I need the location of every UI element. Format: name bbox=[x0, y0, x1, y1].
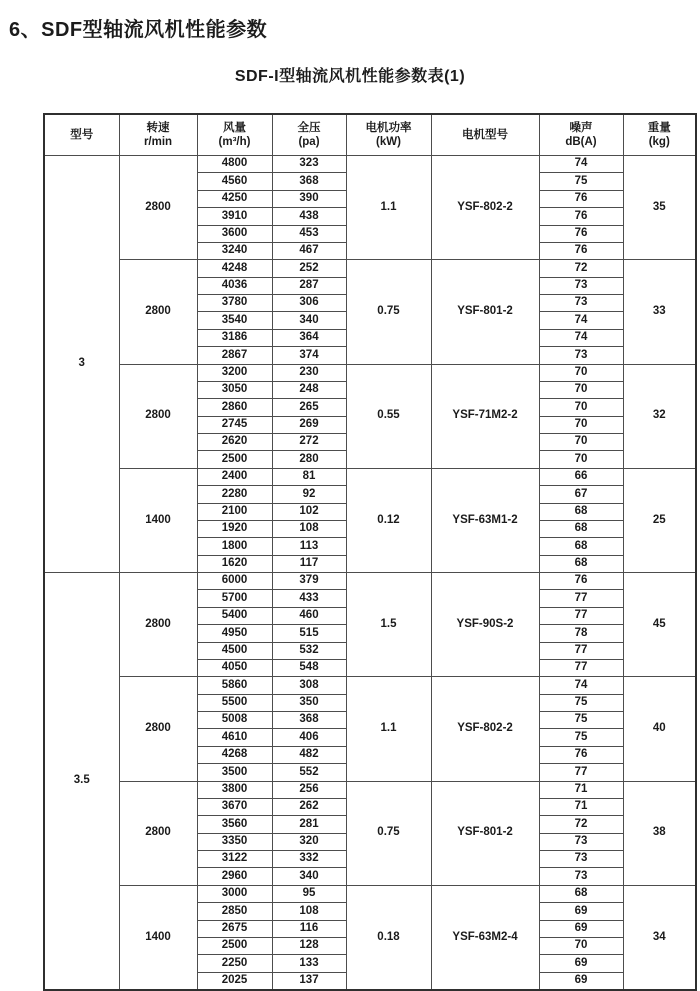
pressure-cell: 320 bbox=[272, 833, 346, 850]
pressure-cell: 460 bbox=[272, 607, 346, 624]
pressure-cell: 252 bbox=[272, 260, 346, 277]
page-title: 6、SDF型轴流风机性能参数 bbox=[9, 19, 268, 41]
pressure-cell: 308 bbox=[272, 677, 346, 694]
flow-cell: 2620 bbox=[197, 434, 272, 451]
speed-cell: 1400 bbox=[119, 468, 197, 572]
table-row bbox=[44, 573, 696, 590]
header-pressure: 全压 (pa) bbox=[272, 114, 346, 156]
speed-cell: 2800 bbox=[119, 156, 197, 260]
weight-cell: 35 bbox=[623, 156, 696, 260]
flow-cell: 2500 bbox=[197, 451, 272, 468]
noise-cell: 74 bbox=[539, 677, 623, 694]
header-flow: 风量 (m³/h) bbox=[197, 114, 272, 156]
noise-cell: 68 bbox=[539, 885, 623, 902]
noise-cell: 69 bbox=[539, 955, 623, 972]
noise-cell: 75 bbox=[539, 712, 623, 729]
pressure-cell: 108 bbox=[272, 520, 346, 537]
pressure-cell: 248 bbox=[272, 381, 346, 398]
pressure-cell: 350 bbox=[272, 694, 346, 711]
noise-cell: 69 bbox=[539, 903, 623, 920]
pressure-cell: 552 bbox=[272, 764, 346, 781]
flow-cell: 2400 bbox=[197, 468, 272, 485]
pressure-cell: 116 bbox=[272, 920, 346, 937]
weight-cell: 32 bbox=[623, 364, 696, 468]
noise-cell: 66 bbox=[539, 468, 623, 485]
weight-cell: 25 bbox=[623, 468, 696, 572]
noise-cell: 75 bbox=[539, 173, 623, 190]
flow-cell: 3350 bbox=[197, 833, 272, 850]
power-cell: 1.1 bbox=[346, 677, 431, 781]
speed-cell: 2800 bbox=[119, 364, 197, 468]
power-cell: 0.18 bbox=[346, 885, 431, 990]
pressure-cell: 406 bbox=[272, 729, 346, 746]
noise-cell: 76 bbox=[539, 190, 623, 207]
noise-cell: 68 bbox=[539, 520, 623, 537]
speed-cell: 1400 bbox=[119, 885, 197, 990]
flow-cell: 1800 bbox=[197, 538, 272, 555]
flow-cell: 4050 bbox=[197, 659, 272, 676]
power-cell: 0.12 bbox=[346, 468, 431, 572]
noise-cell: 76 bbox=[539, 573, 623, 590]
noise-cell: 70 bbox=[539, 937, 623, 954]
table-row bbox=[44, 260, 696, 277]
speed-cell: 2800 bbox=[119, 260, 197, 364]
pressure-cell: 108 bbox=[272, 903, 346, 920]
flow-cell: 3540 bbox=[197, 312, 272, 329]
pressure-cell: 262 bbox=[272, 798, 346, 815]
speed-cell: 2800 bbox=[119, 573, 197, 677]
flow-cell: 2960 bbox=[197, 868, 272, 885]
table-row bbox=[44, 156, 696, 173]
pressure-cell: 340 bbox=[272, 312, 346, 329]
noise-cell: 70 bbox=[539, 416, 623, 433]
flow-cell: 4800 bbox=[197, 156, 272, 173]
motor-cell: YSF-63M1-2 bbox=[431, 468, 539, 572]
noise-cell: 77 bbox=[539, 764, 623, 781]
header-motor: 电机型号 bbox=[431, 114, 539, 156]
pressure-cell: 364 bbox=[272, 329, 346, 346]
noise-cell: 76 bbox=[539, 225, 623, 242]
noise-cell: 74 bbox=[539, 329, 623, 346]
pressure-cell: 482 bbox=[272, 746, 346, 763]
pressure-cell: 256 bbox=[272, 781, 346, 798]
noise-cell: 71 bbox=[539, 798, 623, 815]
flow-cell: 4500 bbox=[197, 642, 272, 659]
flow-cell: 3670 bbox=[197, 798, 272, 815]
flow-cell: 3240 bbox=[197, 242, 272, 259]
flow-cell: 4560 bbox=[197, 173, 272, 190]
power-cell: 0.75 bbox=[346, 781, 431, 885]
noise-cell: 73 bbox=[539, 295, 623, 312]
flow-cell: 4248 bbox=[197, 260, 272, 277]
flow-cell: 2100 bbox=[197, 503, 272, 520]
flow-cell: 4610 bbox=[197, 729, 272, 746]
flow-cell: 5700 bbox=[197, 590, 272, 607]
pressure-cell: 287 bbox=[272, 277, 346, 294]
flow-cell: 1620 bbox=[197, 555, 272, 572]
noise-cell: 68 bbox=[539, 538, 623, 555]
header-power: 电机功率 (kW) bbox=[346, 114, 431, 156]
noise-cell: 70 bbox=[539, 451, 623, 468]
pressure-cell: 128 bbox=[272, 937, 346, 954]
noise-cell: 68 bbox=[539, 555, 623, 572]
pressure-cell: 467 bbox=[272, 242, 346, 259]
noise-cell: 73 bbox=[539, 833, 623, 850]
noise-cell: 77 bbox=[539, 659, 623, 676]
speed-cell: 2800 bbox=[119, 781, 197, 885]
flow-cell: 3500 bbox=[197, 764, 272, 781]
flow-cell: 3000 bbox=[197, 885, 272, 902]
noise-cell: 72 bbox=[539, 816, 623, 833]
header-noise: 噪声 dB(A) bbox=[539, 114, 623, 156]
table-row bbox=[44, 364, 696, 381]
flow-cell: 3800 bbox=[197, 781, 272, 798]
table-row bbox=[44, 468, 696, 485]
header-speed: 转速 r/min bbox=[119, 114, 197, 156]
noise-cell: 70 bbox=[539, 399, 623, 416]
flow-cell: 3780 bbox=[197, 295, 272, 312]
flow-cell: 5860 bbox=[197, 677, 272, 694]
power-cell: 1.5 bbox=[346, 573, 431, 677]
noise-cell: 71 bbox=[539, 781, 623, 798]
power-cell: 0.75 bbox=[346, 260, 431, 364]
pressure-cell: 374 bbox=[272, 347, 346, 364]
pressure-cell: 281 bbox=[272, 816, 346, 833]
flow-cell: 3200 bbox=[197, 364, 272, 381]
table-body bbox=[44, 156, 696, 991]
table-header-row bbox=[44, 114, 696, 156]
flow-cell: 6000 bbox=[197, 573, 272, 590]
pressure-cell: 368 bbox=[272, 173, 346, 190]
flow-cell: 2280 bbox=[197, 486, 272, 503]
noise-cell: 75 bbox=[539, 694, 623, 711]
table-row bbox=[44, 677, 696, 694]
flow-cell: 1920 bbox=[197, 520, 272, 537]
flow-cell: 2860 bbox=[197, 399, 272, 416]
pressure-cell: 272 bbox=[272, 434, 346, 451]
noise-cell: 73 bbox=[539, 851, 623, 868]
noise-cell: 70 bbox=[539, 381, 623, 398]
model-cell: 3 bbox=[44, 156, 119, 573]
flow-cell: 2867 bbox=[197, 347, 272, 364]
table-row bbox=[44, 781, 696, 798]
model-cell: 3.5 bbox=[44, 573, 119, 991]
flow-cell: 2745 bbox=[197, 416, 272, 433]
flow-cell: 5008 bbox=[197, 712, 272, 729]
noise-cell: 73 bbox=[539, 277, 623, 294]
flow-cell: 2250 bbox=[197, 955, 272, 972]
pressure-cell: 92 bbox=[272, 486, 346, 503]
power-cell: 1.1 bbox=[346, 156, 431, 260]
motor-cell: YSF-801-2 bbox=[431, 260, 539, 364]
pressure-cell: 265 bbox=[272, 399, 346, 416]
noise-cell: 69 bbox=[539, 920, 623, 937]
flow-cell: 4268 bbox=[197, 746, 272, 763]
pressure-cell: 280 bbox=[272, 451, 346, 468]
pressure-cell: 390 bbox=[272, 190, 346, 207]
motor-cell: YSF-802-2 bbox=[431, 677, 539, 781]
power-cell: 0.55 bbox=[346, 364, 431, 468]
pressure-cell: 81 bbox=[272, 468, 346, 485]
noise-cell: 67 bbox=[539, 486, 623, 503]
header-weight: 重量 (kg) bbox=[623, 114, 696, 156]
motor-cell: YSF-801-2 bbox=[431, 781, 539, 885]
weight-cell: 38 bbox=[623, 781, 696, 885]
performance-table bbox=[43, 113, 697, 991]
pressure-cell: 95 bbox=[272, 885, 346, 902]
pressure-cell: 133 bbox=[272, 955, 346, 972]
noise-cell: 77 bbox=[539, 607, 623, 624]
flow-cell: 3186 bbox=[197, 329, 272, 346]
weight-cell: 33 bbox=[623, 260, 696, 364]
flow-cell: 3910 bbox=[197, 208, 272, 225]
noise-cell: 76 bbox=[539, 746, 623, 763]
pressure-cell: 340 bbox=[272, 868, 346, 885]
flow-cell: 3560 bbox=[197, 816, 272, 833]
noise-cell: 74 bbox=[539, 312, 623, 329]
noise-cell: 78 bbox=[539, 625, 623, 642]
noise-cell: 76 bbox=[539, 242, 623, 259]
flow-cell: 3050 bbox=[197, 381, 272, 398]
weight-cell: 45 bbox=[623, 573, 696, 677]
flow-cell: 4950 bbox=[197, 625, 272, 642]
flow-cell: 5500 bbox=[197, 694, 272, 711]
flow-cell: 2500 bbox=[197, 937, 272, 954]
motor-cell: YSF-63M2-4 bbox=[431, 885, 539, 990]
noise-cell: 72 bbox=[539, 260, 623, 277]
header-model: 型号 bbox=[44, 114, 119, 156]
flow-cell: 3122 bbox=[197, 851, 272, 868]
noise-cell: 73 bbox=[539, 868, 623, 885]
flow-cell: 2850 bbox=[197, 903, 272, 920]
flow-cell: 2675 bbox=[197, 920, 272, 937]
pressure-cell: 306 bbox=[272, 295, 346, 312]
pressure-cell: 323 bbox=[272, 156, 346, 173]
pressure-cell: 113 bbox=[272, 538, 346, 555]
noise-cell: 73 bbox=[539, 347, 623, 364]
flow-cell: 5400 bbox=[197, 607, 272, 624]
motor-cell: YSF-90S-2 bbox=[431, 573, 539, 677]
flow-cell: 4036 bbox=[197, 277, 272, 294]
pressure-cell: 269 bbox=[272, 416, 346, 433]
pressure-cell: 433 bbox=[272, 590, 346, 607]
pressure-cell: 102 bbox=[272, 503, 346, 520]
noise-cell: 77 bbox=[539, 642, 623, 659]
noise-cell: 70 bbox=[539, 364, 623, 381]
flow-cell: 3600 bbox=[197, 225, 272, 242]
pressure-cell: 230 bbox=[272, 364, 346, 381]
noise-cell: 68 bbox=[539, 503, 623, 520]
pressure-cell: 453 bbox=[272, 225, 346, 242]
motor-cell: YSF-71M2-2 bbox=[431, 364, 539, 468]
pressure-cell: 137 bbox=[272, 972, 346, 990]
noise-cell: 69 bbox=[539, 972, 623, 990]
pressure-cell: 368 bbox=[272, 712, 346, 729]
speed-cell: 2800 bbox=[119, 677, 197, 781]
table-title: SDF-I型轴流风机性能参数表(1) bbox=[234, 68, 466, 85]
pressure-cell: 532 bbox=[272, 642, 346, 659]
motor-cell: YSF-802-2 bbox=[431, 156, 539, 260]
pressure-cell: 117 bbox=[272, 555, 346, 572]
pressure-cell: 332 bbox=[272, 851, 346, 868]
noise-cell: 76 bbox=[539, 208, 623, 225]
weight-cell: 40 bbox=[623, 677, 696, 781]
pressure-cell: 379 bbox=[272, 573, 346, 590]
flow-cell: 4250 bbox=[197, 190, 272, 207]
table-row bbox=[44, 885, 696, 902]
weight-cell: 34 bbox=[623, 885, 696, 990]
flow-cell: 2025 bbox=[197, 972, 272, 990]
pressure-cell: 515 bbox=[272, 625, 346, 642]
pressure-cell: 548 bbox=[272, 659, 346, 676]
noise-cell: 75 bbox=[539, 729, 623, 746]
noise-cell: 70 bbox=[539, 434, 623, 451]
noise-cell: 77 bbox=[539, 590, 623, 607]
pressure-cell: 438 bbox=[272, 208, 346, 225]
noise-cell: 74 bbox=[539, 156, 623, 173]
